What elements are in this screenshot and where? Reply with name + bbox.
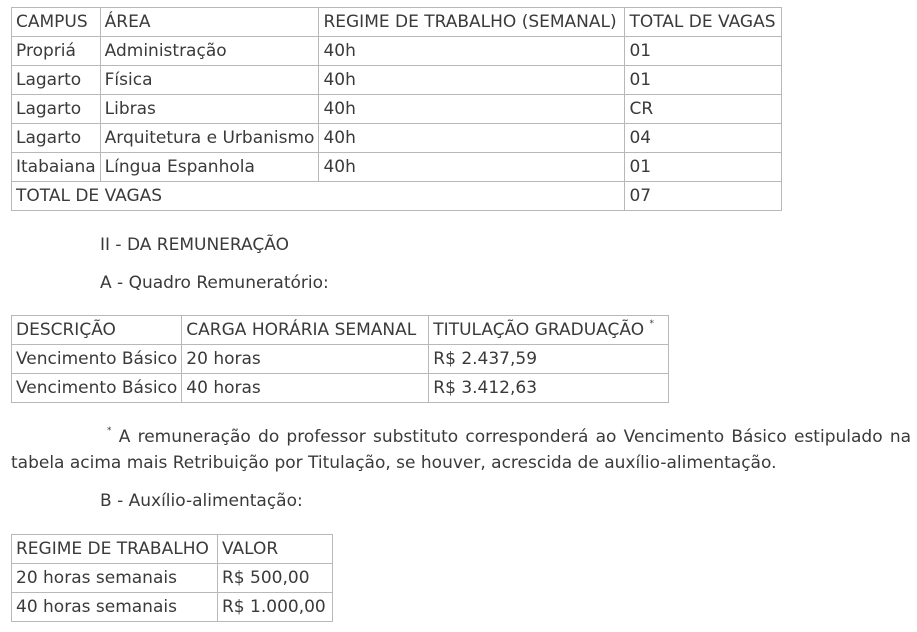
header-carga-horaria: CARGA HORÁRIA SEMANAL [182,316,429,345]
cell-area: Língua Espanhola [100,153,319,182]
table-row [12,37,782,66]
auxilio-table [11,534,333,622]
total-label: TOTAL DE VAGAS [12,182,625,211]
cell-vagas: 01 [625,66,782,95]
header-titulacao-label: TITULAÇÃO GRADUAÇÃO [433,320,645,340]
cell-regime: 40h [319,153,625,182]
footnote-line-1-text: A remuneração do professor substituto corresponderá ao Vencimento Básico estipulado na [118,427,912,447]
subsection-a-title: A - Quadro Remuneratório: [100,273,329,293]
remuneracao-header-row [12,316,669,345]
table-row [12,66,782,95]
cell-area: Arquitetura e Urbanismo [100,124,319,153]
header-descricao: DESCRIÇÃO [12,316,182,345]
total-value: 07 [625,182,782,211]
cell-regime: 40h [319,37,625,66]
header-area: ÁREA [100,8,319,37]
table-row [12,345,669,374]
cell-area: Libras [100,95,319,124]
auxilio-header-row [12,535,333,564]
table-row [12,593,333,622]
table-row [12,153,782,182]
cell-campus: Lagarto [12,95,101,124]
cell-area: Administração [100,37,319,66]
cell-vagas: 01 [625,37,782,66]
cell-area: Física [100,66,319,95]
cell-campus: Itabaiana [12,153,101,182]
cell-valor: R$ 3.412,63 [429,374,669,403]
cell-regime: 40h [319,124,625,153]
cell-descricao: Vencimento Básico [12,345,182,374]
section-title: II - DA REMUNERAÇÃO [100,235,289,255]
header-campus: CAMPUS [12,8,101,37]
footnote-line-2: tabela acima mais Retribuição por Titulação, se houver, acrescida de auxílio-alimentação. [11,453,777,473]
footnote-marker: * [649,319,654,329]
table-row [12,124,782,153]
cell-vagas: 04 [625,124,782,153]
subsection-b-title: B - Auxílio-alimentação: [100,491,303,511]
footnote-line-1 [11,424,911,450]
header-valor: VALOR [218,535,333,564]
cell-regime: 20 horas semanais [12,564,218,593]
remuneracao-table [11,315,669,403]
cell-valor: R$ 500,00 [218,564,333,593]
total-row [12,182,782,211]
header-titulacao [429,316,669,345]
cell-descricao: Vencimento Básico [12,374,182,403]
cell-carga: 20 horas [182,345,429,374]
header-regime-trabalho: REGIME DE TRABALHO [12,535,218,564]
footnote-paragraph [11,424,911,476]
table-row [12,95,782,124]
vagas-header-row [12,8,782,37]
header-regime: REGIME DE TRABALHO (SEMANAL) [319,8,625,37]
vagas-table [11,7,782,211]
cell-vagas: 01 [625,153,782,182]
cell-campus: Propriá [12,37,101,66]
cell-campus: Lagarto [12,124,101,153]
table-row [12,564,333,593]
cell-regime: 40h [319,66,625,95]
cell-campus: Lagarto [12,66,101,95]
cell-vagas: CR [625,95,782,124]
table-row [12,374,669,403]
cell-valor: R$ 2.437,59 [429,345,669,374]
cell-regime: 40h [319,95,625,124]
header-total-vagas: TOTAL DE VAGAS [625,8,782,37]
footnote-marker: * [107,426,112,436]
cell-regime: 40 horas semanais [12,593,218,622]
cell-carga: 40 horas [182,374,429,403]
cell-valor: R$ 1.000,00 [218,593,333,622]
